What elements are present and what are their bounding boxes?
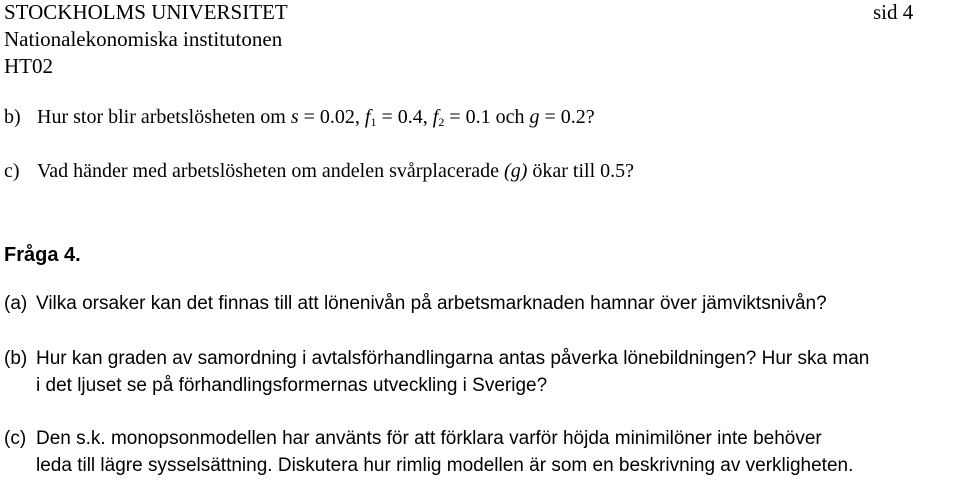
question-b-label: b) [4, 106, 21, 128]
question-c-label: c) [4, 160, 20, 182]
variable-g-paren: (g) [504, 160, 528, 182]
subscript-1: 1 [370, 115, 377, 129]
question-4b-label: (b) [4, 348, 28, 369]
question-4a-text: Vilka orsaker kan det finnas till att lönenivån på arbetsmarknaden hamnar över jämviktsnivån? [36, 293, 827, 314]
question-b-text-5: = 0.2? [539, 106, 595, 128]
question-4a-label: (a) [4, 293, 28, 314]
page-number: sid 4 [873, 0, 914, 24]
variable-g: g [529, 106, 540, 128]
variable-f2: f [432, 106, 439, 128]
variable-s: s [290, 106, 299, 128]
department-name: Nationalekonomiska institutonen [4, 27, 283, 51]
question-b-text-3: = 0.4, [376, 106, 433, 128]
question-4c-line-1 [4, 429, 822, 448]
question-4c-text-1: Den s.k. monopsonmodellen har använts för att förklara varför höjda minimilöner inte behöver [36, 428, 822, 449]
university-name: STOCKHOLMS UNIVERSITET [4, 0, 288, 24]
question-4c-line-2: leda till lägre sysselsättning. Diskutera hur rimlig modellen är som en beskrivning av verkligheten. [36, 455, 854, 476]
variable-f1: f [364, 106, 371, 128]
question-c-text-2: ökar till 0.5? [527, 160, 634, 182]
question-4a [4, 294, 827, 313]
section-heading: Fråga 4. [4, 244, 81, 266]
question-b-text-4: = 0.1 och [444, 106, 530, 128]
term-label: HT02 [4, 54, 53, 78]
question-4b-line-2: i det ljuset se på förhandlingsformernas utveckling i Sverige? [36, 375, 548, 396]
question-b-text-2: = 0.02, [298, 106, 365, 128]
question-4c-label: (c) [4, 428, 27, 449]
question-c [4, 161, 634, 181]
question-c-text-1: Vad händer med arbetslösheten om andelen svårplacerade [37, 160, 505, 182]
question-b [4, 107, 595, 127]
question-4b-line-1 [4, 349, 869, 368]
question-4b-text-1: Hur kan graden av samordning i avtalsförhandlingarna antas påverka lönebildningen? Hur ska man [36, 348, 870, 369]
subscript-2: 2 [438, 115, 445, 129]
question-b-text-1: Hur stor blir arbetslösheten om [37, 106, 291, 128]
